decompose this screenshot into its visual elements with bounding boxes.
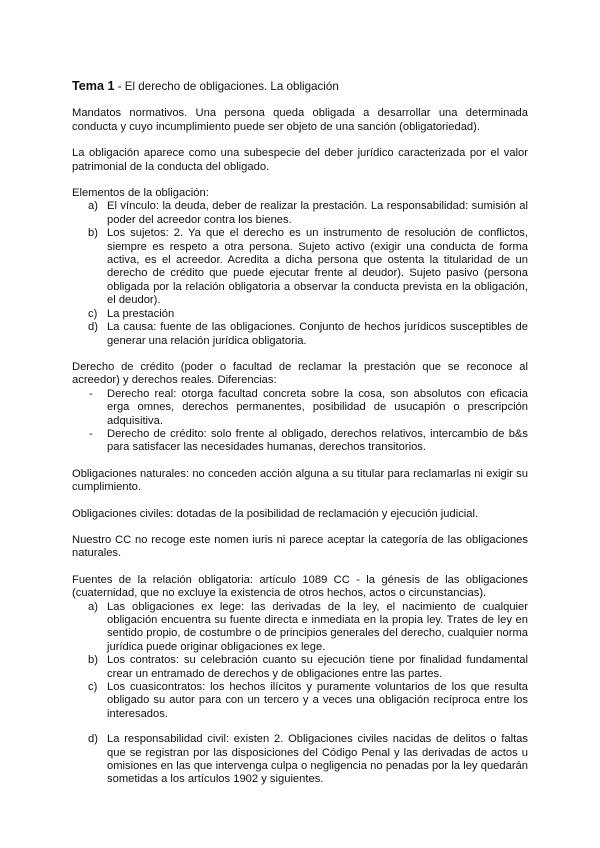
list-marker: c) bbox=[88, 307, 98, 320]
list-item bbox=[72, 388, 528, 428]
credito-list bbox=[72, 388, 528, 455]
list-item-text: El vínculo: la deuda, deber de realizar la prestación. La responsabilidad: sumisión al poder del acreedor contra los bienes. bbox=[107, 200, 528, 226]
list-item bbox=[72, 227, 528, 307]
list-marker: - bbox=[89, 427, 93, 440]
paragraph-naturales: Obligaciones naturales: no conceden acción alguna a su titular para reclamarlas ni exigir su cumplimiento. bbox=[72, 467, 528, 494]
list-item-text: La prestación bbox=[107, 307, 175, 320]
paragraph-subespecie: La obligación aparece como una subespecie del deber jurídico caracterizada por el valor patrimonial de la conducta del obligado. bbox=[72, 147, 528, 173]
list-marker: - bbox=[89, 387, 93, 400]
list-marker: b) bbox=[88, 654, 98, 667]
list-item bbox=[72, 654, 528, 681]
list-item-text: La causa: fuente de las obligaciones. Conjunto de hechos jurídicos susceptibles de generar una relación jurídica obligatoria. bbox=[107, 321, 528, 347]
list-item bbox=[72, 321, 528, 348]
list-item-text: La responsabilidad civil: existen 2. Obligaciones civiles nacidas de delitos o faltas que se registran por las disposiciones del Código Penal y las derivadas de actos u omisiones en las que intervenga culpa o negligencia no penadas por la ley quedarán sometidas a los artículos 1902 y siguientes. bbox=[107, 733, 528, 786]
list-item bbox=[72, 200, 528, 227]
list-marker: b) bbox=[88, 227, 98, 240]
list-item bbox=[72, 601, 528, 655]
paragraph-civiles: Obligaciones civiles: dotadas de la posibilidad de reclamación y ejecución judicial. bbox=[72, 507, 479, 520]
credito-heading: Derecho de crédito (poder o facultad de reclamar la prestación que se reconoce al acreedor) y derechos reales. Diferencias: bbox=[72, 360, 528, 387]
page-title bbox=[72, 80, 528, 93]
list-item-text: Los cuasicontratos: los hechos ilícitos y puramente voluntarios de los que resulta obligado su autor para con un tercero y a veces una obligación recíproca entre los interesados. bbox=[107, 681, 528, 720]
list-item bbox=[72, 733, 528, 787]
list-marker: d) bbox=[88, 733, 98, 746]
list-item-text: Los sujetos: 2. Ya que el derecho es un instrumento de resolución de conflictos, siempre es respeto a otra persona. Sujeto activo (exigir una conducta de forma activa, es el acreedor. Acredita a dicha persona que ostenta la titularidad de un derecho de crédito que puede ejecutar frente al deudor). Sujeto pasivo (persona obligada por la relación obligatoria a observar la conducta prevista en la obligación, el deudor). bbox=[107, 227, 528, 307]
list-item-text: Derecho real: otorga facultad concreta sobre la cosa, son absolutos con eficacia erga omnes, derechos permanentes, posibilidad de usucapión o prescripción adquisitiva. bbox=[107, 387, 528, 427]
list-item-text: Los contratos: su celebración cuanto su ejecución tiene por finalidad fundamental crear un entramado de derechos y de obligaciones entre las partes. bbox=[107, 654, 528, 680]
title-main: Tema 1 bbox=[72, 79, 115, 93]
paragraph-mandatos: Mandatos normativos. Una persona queda obligada a desarrollar una determinada conducta y cuyo incumplimiento puede ser objeto de una sanción (obligatoriedad). bbox=[72, 107, 528, 133]
list-marker: a) bbox=[88, 200, 98, 213]
list-marker: c) bbox=[88, 681, 98, 694]
title-subtitle: - El derecho de obligaciones. La obligación bbox=[114, 80, 339, 93]
list-marker: a) bbox=[88, 600, 98, 613]
list-item bbox=[72, 428, 528, 455]
fuentes-list bbox=[72, 601, 528, 787]
elementos-list bbox=[72, 200, 528, 347]
list-item bbox=[72, 681, 528, 721]
paragraph-cc: Nuestro CC no recoge este nomen iuris ni parece aceptar la categoría de las obligaciones naturales. bbox=[72, 533, 528, 560]
list-item-text: Derecho de crédito: solo frente al obligado, derechos relativos, intercambio de b&s para satisfacer las necesidades humanas, derechos transitorios. bbox=[107, 427, 528, 454]
list-marker: d) bbox=[88, 321, 98, 334]
elementos-heading: Elementos de la obligación: bbox=[72, 187, 209, 200]
list-item-text: Las obligaciones ex lege: las derivadas de la ley, el nacimiento de cualquier obligación encuentra su fuente directa e inmediata en la propia ley. Trates de ley en sentido propio, de costumbre o de principios generales del derecho, cualquier norma jurídica puede originar obligaciones ex lege. bbox=[107, 600, 528, 653]
fuentes-heading: Fuentes de la relación obligatoria: artículo 1089 CC - la génesis de las obligaciones (cuaternidad, que no excluye la existencia de otros hechos, actos o circunstancias). bbox=[72, 573, 528, 600]
list-item bbox=[72, 308, 528, 321]
